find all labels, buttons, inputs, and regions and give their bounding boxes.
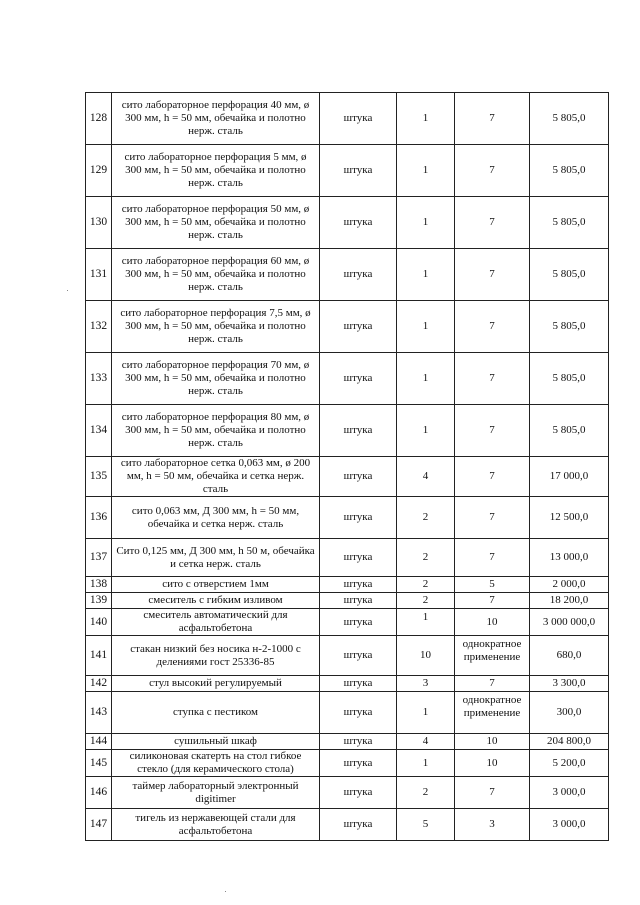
item-quantity: 4: [397, 734, 455, 750]
item-name: ступка с пестиком: [112, 692, 320, 734]
row-number: 143: [86, 692, 112, 734]
item-name: тигель из нержавеющей стали для асфальтобетона: [112, 809, 320, 841]
row-number: 139: [86, 593, 112, 609]
item-term: однократное применение: [455, 692, 530, 734]
item-unit: штука: [320, 777, 397, 809]
row-number: 138: [86, 577, 112, 593]
item-name: сито лабораторное перфорация 40 мм, ø 300 мм, h = 50 мм, обечайка и полотно нерж. сталь: [112, 93, 320, 145]
item-price: 3 000,0: [530, 777, 609, 809]
item-term: 7: [455, 249, 530, 301]
row-number: 142: [86, 676, 112, 692]
item-price: 680,0: [530, 636, 609, 676]
item-price: 5 805,0: [530, 145, 609, 197]
item-price: 13 000,0: [530, 539, 609, 577]
scan-speck: [67, 290, 68, 291]
inventory-table: [85, 92, 609, 841]
item-term: 10: [455, 750, 530, 777]
row-number: 134: [86, 405, 112, 457]
item-name: сито лабораторное перфорация 7,5 мм, ø 300 мм, h = 50 мм, обечайка и полотно нерж. сталь: [112, 301, 320, 353]
table-row: [86, 609, 609, 636]
item-unit: штука: [320, 577, 397, 593]
item-price: 5 805,0: [530, 405, 609, 457]
inventory-table-body: [86, 93, 609, 841]
table-row: [86, 197, 609, 249]
row-number: 132: [86, 301, 112, 353]
item-quantity: 1: [397, 301, 455, 353]
table-row: [86, 145, 609, 197]
table-row: [86, 249, 609, 301]
table-row: [86, 636, 609, 676]
item-quantity: 1: [397, 249, 455, 301]
table-row: [86, 93, 609, 145]
item-name: сито лабораторное сетка 0,063 мм, ø 200 мм, h = 50 мм, обечайка и сетка нерж. сталь: [112, 457, 320, 497]
item-unit: штука: [320, 93, 397, 145]
item-term: 7: [455, 497, 530, 539]
row-number: 141: [86, 636, 112, 676]
item-term: 10: [455, 734, 530, 750]
item-price: 5 805,0: [530, 353, 609, 405]
table-row: [86, 497, 609, 539]
table-row: [86, 777, 609, 809]
item-price: 12 500,0: [530, 497, 609, 539]
row-number: 133: [86, 353, 112, 405]
item-price: 5 200,0: [530, 750, 609, 777]
item-unit: штука: [320, 249, 397, 301]
item-term: 7: [455, 197, 530, 249]
item-price: 17 000,0: [530, 457, 609, 497]
item-price: 204 800,0: [530, 734, 609, 750]
item-quantity: 2: [397, 539, 455, 577]
item-unit: штука: [320, 197, 397, 249]
item-name: сито лабораторное перфорация 5 мм, ø 300 мм, h = 50 мм, обечайка и полотно нерж. сталь: [112, 145, 320, 197]
row-number: 146: [86, 777, 112, 809]
table-row: [86, 692, 609, 734]
item-quantity: 10: [397, 636, 455, 676]
item-name: сито лабораторное перфорация 70 мм, ø 300 мм, h = 50 мм, обечайка и полотно нерж. сталь: [112, 353, 320, 405]
item-price: 3 000 000,0: [530, 609, 609, 636]
item-price: 18 200,0: [530, 593, 609, 609]
item-quantity: 2: [397, 497, 455, 539]
row-number: 144: [86, 734, 112, 750]
table-row: [86, 301, 609, 353]
item-unit: штука: [320, 539, 397, 577]
item-term: 5: [455, 577, 530, 593]
item-term: 3: [455, 809, 530, 841]
scan-speck: [225, 891, 226, 892]
row-number: 130: [86, 197, 112, 249]
item-term: 7: [455, 405, 530, 457]
table-row: [86, 809, 609, 841]
item-quantity: 2: [397, 577, 455, 593]
table-row: [86, 676, 609, 692]
item-term: 7: [455, 593, 530, 609]
item-name: сито лабораторное перфорация 50 мм, ø 300 мм, h = 50 мм, обечайка и полотно нерж. сталь: [112, 197, 320, 249]
row-number: 137: [86, 539, 112, 577]
item-unit: штука: [320, 750, 397, 777]
item-term: 7: [455, 353, 530, 405]
item-term: 7: [455, 457, 530, 497]
item-name: таймер лабораторный электронный digitimer: [112, 777, 320, 809]
item-unit: штука: [320, 809, 397, 841]
item-price: 5 805,0: [530, 197, 609, 249]
item-term: 7: [455, 145, 530, 197]
item-unit: штука: [320, 734, 397, 750]
item-unit: штука: [320, 676, 397, 692]
item-name: сито 0,063 мм, Д 300 мм, h = 50 мм, обечайка и сетка нерж. сталь: [112, 497, 320, 539]
item-quantity: 5: [397, 809, 455, 841]
item-quantity: 3: [397, 676, 455, 692]
item-name: сито лабораторное перфорация 60 мм, ø 300 мм, h = 50 мм, обечайка и полотно нерж. сталь: [112, 249, 320, 301]
item-unit: штука: [320, 636, 397, 676]
table-row: [86, 405, 609, 457]
table-row: [86, 734, 609, 750]
item-name: сито лабораторное перфорация 80 мм, ø 300 мм, h = 50 мм, обечайка и полотно нерж. сталь: [112, 405, 320, 457]
item-quantity: 1: [397, 145, 455, 197]
item-price: 3 300,0: [530, 676, 609, 692]
table-row: [86, 750, 609, 777]
row-number: 129: [86, 145, 112, 197]
item-quantity: 1: [397, 692, 455, 734]
item-quantity: 1: [397, 353, 455, 405]
item-price: 5 805,0: [530, 249, 609, 301]
row-number: 145: [86, 750, 112, 777]
table-row: [86, 539, 609, 577]
item-quantity: 2: [397, 777, 455, 809]
item-term: 7: [455, 676, 530, 692]
table-row: [86, 577, 609, 593]
item-unit: штука: [320, 457, 397, 497]
item-unit: штука: [320, 497, 397, 539]
item-price: 5 805,0: [530, 93, 609, 145]
row-number: 128: [86, 93, 112, 145]
row-number: 140: [86, 609, 112, 636]
row-number: 131: [86, 249, 112, 301]
item-quantity: 1: [397, 750, 455, 777]
item-quantity: 1: [397, 197, 455, 249]
item-quantity: 1: [397, 405, 455, 457]
item-name: сито с отверстием 1мм: [112, 577, 320, 593]
table-row: [86, 593, 609, 609]
item-quantity: 2: [397, 593, 455, 609]
item-term: 7: [455, 301, 530, 353]
item-term: 7: [455, 777, 530, 809]
item-name: сушильный шкаф: [112, 734, 320, 750]
item-unit: штука: [320, 593, 397, 609]
item-term: 7: [455, 93, 530, 145]
item-term: однократное применение: [455, 636, 530, 676]
item-term: 7: [455, 539, 530, 577]
item-unit: штука: [320, 609, 397, 636]
item-unit: штука: [320, 301, 397, 353]
item-unit: штука: [320, 405, 397, 457]
item-quantity: 1: [397, 609, 455, 636]
item-term: 10: [455, 609, 530, 636]
row-number: 147: [86, 809, 112, 841]
item-name: стул высокий регулируемый: [112, 676, 320, 692]
table-row: [86, 457, 609, 497]
item-name: смеситель автоматический для асфальтобетона: [112, 609, 320, 636]
table-row: [86, 353, 609, 405]
item-name: Сито 0,125 мм, Д 300 мм, h 50 м, обечайка и сетка нерж. сталь: [112, 539, 320, 577]
item-name: силиконовая скатерть на стол гибкое стекло (для керамического стола): [112, 750, 320, 777]
item-quantity: 4: [397, 457, 455, 497]
item-price: 5 805,0: [530, 301, 609, 353]
item-unit: штука: [320, 145, 397, 197]
row-number: 135: [86, 457, 112, 497]
item-price: 3 000,0: [530, 809, 609, 841]
item-name: стакан низкий без носика н-2-1000 с делениями гост 25336-85: [112, 636, 320, 676]
item-price: 300,0: [530, 692, 609, 734]
item-name: смеситель с гибким изливом: [112, 593, 320, 609]
item-price: 2 000,0: [530, 577, 609, 593]
item-quantity: 1: [397, 93, 455, 145]
row-number: 136: [86, 497, 112, 539]
item-unit: штука: [320, 353, 397, 405]
item-unit: штука: [320, 692, 397, 734]
